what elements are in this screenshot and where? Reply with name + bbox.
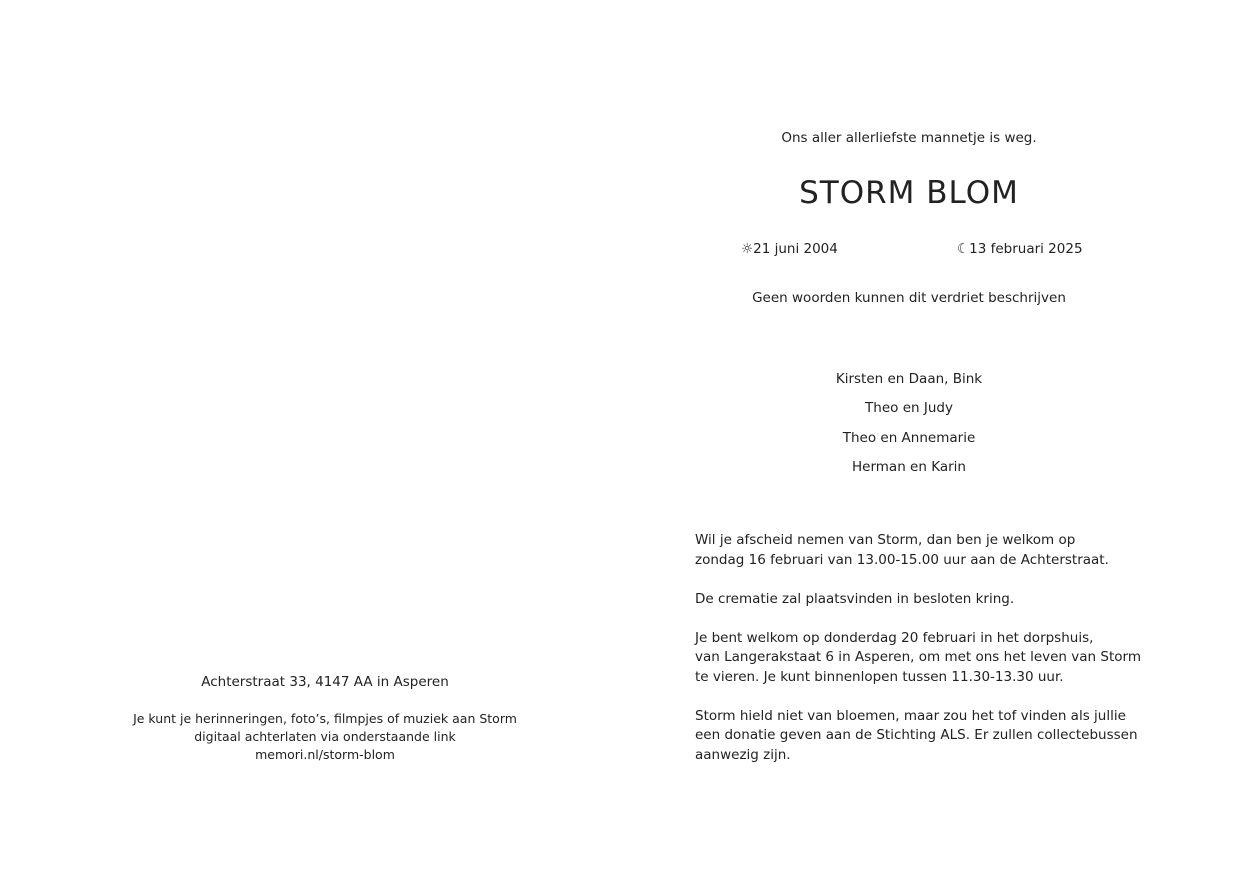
text-line: te vieren. Je kunt binnenlopen tussen 11.30-13.30 uur. [695,668,1064,685]
sun-icon: ☼ [741,241,754,257]
memories-line: digitaal achterlaten via onderstaande link [194,729,456,744]
text-line: Je bent welkom op donderdag 20 februari in het dorpshuis, [695,629,1094,646]
text-line: aanwezig zijn. [695,746,791,763]
birth-date-text: 21 juni 2004 [753,241,838,257]
celebration-paragraph [695,629,1215,688]
memories-note [0,710,650,764]
family-list [617,365,1201,482]
family-member: Theo en Judy [865,400,953,417]
announcement-body [695,531,1215,785]
text-line: een donatie geven aan de Stichting ALS. Er zullen collectebussen [695,727,1138,743]
death-date [957,240,1083,258]
family-member: Theo en Annemarie [842,429,976,446]
donation-paragraph [695,707,1215,766]
memories-line: Je kunt je herinneringen, foto’s, filmpjes of muziek aan Storm [133,711,517,726]
text-line: De crematie zal plaatsvinden in besloten kring. [695,590,1015,607]
memorial-link: memori.nl/storm-blom [255,747,395,762]
text-line: zondag 16 februari van 13.00-15.00 uur aan de Achterstraat. [695,551,1109,568]
cremation-paragraph [695,590,1215,610]
birth-date [741,240,838,258]
text-line: Wil je afscheid nemen van Storm, dan ben je welkom op [695,532,1076,548]
right-page [617,0,1235,892]
text-line: van Langerakstaat 6 in Asperen, om met ons het leven van Storm [695,649,1141,665]
moon-icon: ☾ [957,241,970,257]
farewell-paragraph [695,531,1215,570]
text-line: Storm hield niet van bloemen, maar zou het tof vinden als jullie [695,707,1126,724]
family-member: Kirsten en Daan, Bink [835,371,983,387]
subtitle: Geen woorden kunnen dit verdriet beschrijven [752,290,1066,306]
address: Achterstraat 33, 4147 AA in Asperen [201,674,449,690]
intro-text: Ons aller allerliefste mannetje is weg. [781,130,1037,146]
death-date-text: 13 februari 2025 [969,241,1083,257]
family-member: Herman en Karin [852,458,966,475]
deceased-name: STORM BLOM [799,175,1019,211]
